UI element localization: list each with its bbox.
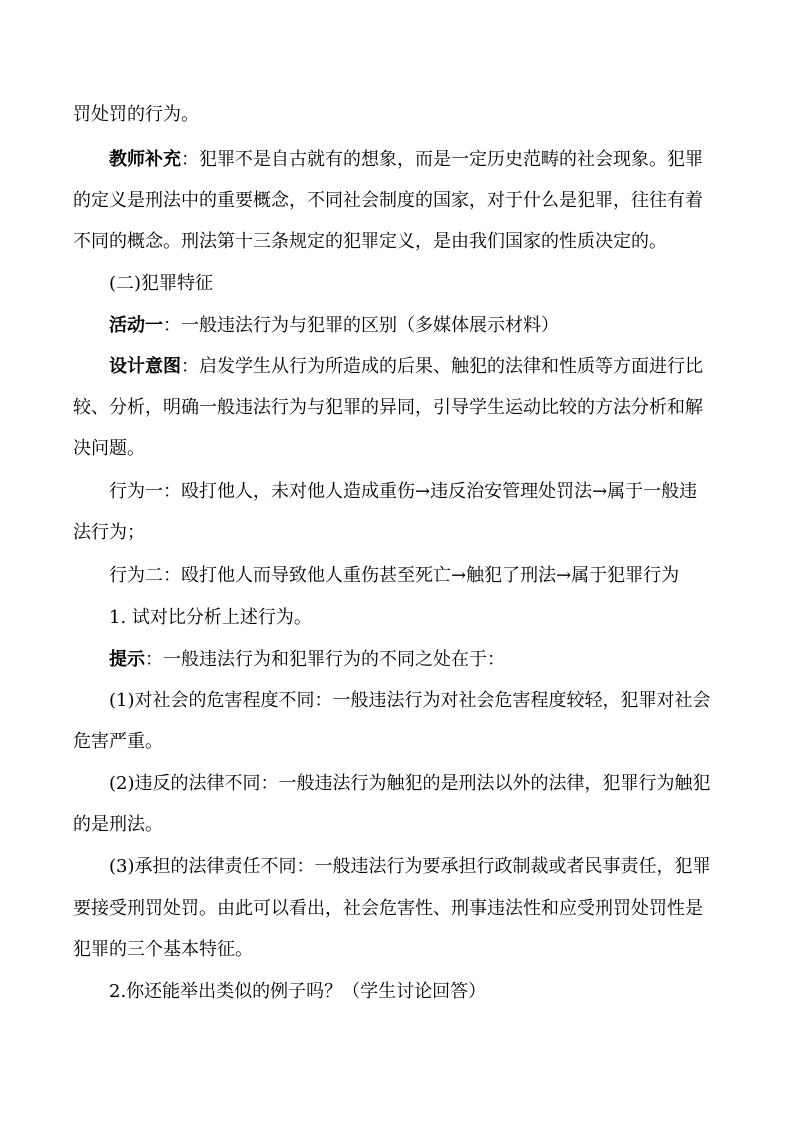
paragraph-line: 要接受刑罚处罚。由此可以看出，社会危害性、刑事违法性和应受刑罚处罚性是: [73, 898, 703, 919]
design-intent-line: 设计意图：启发学生从行为所造成的后果、触犯的法律和性质等方面进行比: [109, 356, 703, 377]
hint-line: 提示：一般违法行为和犯罪行为的不同之处在于：: [109, 649, 505, 670]
paragraph-line: 危害严重。: [73, 731, 163, 752]
point-three-line: (3)承担的法律责任不同：一般违法行为要承担行政制裁或者民事责任，犯罪: [109, 856, 711, 877]
question-two: 2.你还能举出类似的例子吗？（学生讨论回答）: [109, 981, 487, 1002]
hint-label: 提示: [109, 649, 145, 670]
activity-label: 活动一: [109, 315, 163, 336]
paragraph-line: 的是刑法。: [73, 814, 163, 835]
point-one-line: (1)对社会的危害程度不同：一般违法行为对社会危害程度较轻，犯罪对社会: [109, 690, 711, 711]
paragraph-line: 犯罪的三个基本特征。: [73, 939, 253, 960]
paragraph-line: 法行为；: [73, 522, 145, 543]
section-heading: (二)犯罪特征: [109, 273, 214, 294]
teacher-supplement-label: 教师补充: [109, 149, 181, 170]
paragraph-line: 较、分析，明确一般违法行为与犯罪的异同，引导学生运动比较的方法分析和解: [73, 397, 703, 418]
behavior-two-line: 行为二：殴打他人而导致他人重伤甚至死亡→触犯了刑法→属于犯罪行为: [109, 565, 680, 586]
point-two-line: (2)违反的法律不同：一般违法行为触犯的是刑法以外的法律，犯罪行为触犯: [109, 773, 711, 794]
design-intent-label: 设计意图: [109, 356, 181, 377]
paragraph-line: 罚处罚的行为。: [73, 104, 199, 125]
teacher-supplement-line: 教师补充：犯罪不是自古就有的想象，而是一定历史范畴的社会现象。犯罪: [109, 149, 703, 170]
paragraph-line: 的定义是刑法中的重要概念，不同社会制度的国家，对于什么是犯罪，往往有着: [73, 190, 703, 211]
question-one: 1. 试对比分析上述行为。: [109, 607, 312, 628]
behavior-one-line: 行为一：殴打他人，未对他人造成重伤→违反治安管理处罚法→属于一般违: [109, 481, 698, 502]
paragraph-line: 决问题。: [73, 438, 145, 459]
activity-line: 活动一：一般违法行为与犯罪的区别（多媒体展示材料）: [109, 315, 559, 336]
paragraph-line: 不同的概念。刑法第十三条规定的犯罪定义，是由我们国家的性质决定的。: [73, 231, 667, 252]
